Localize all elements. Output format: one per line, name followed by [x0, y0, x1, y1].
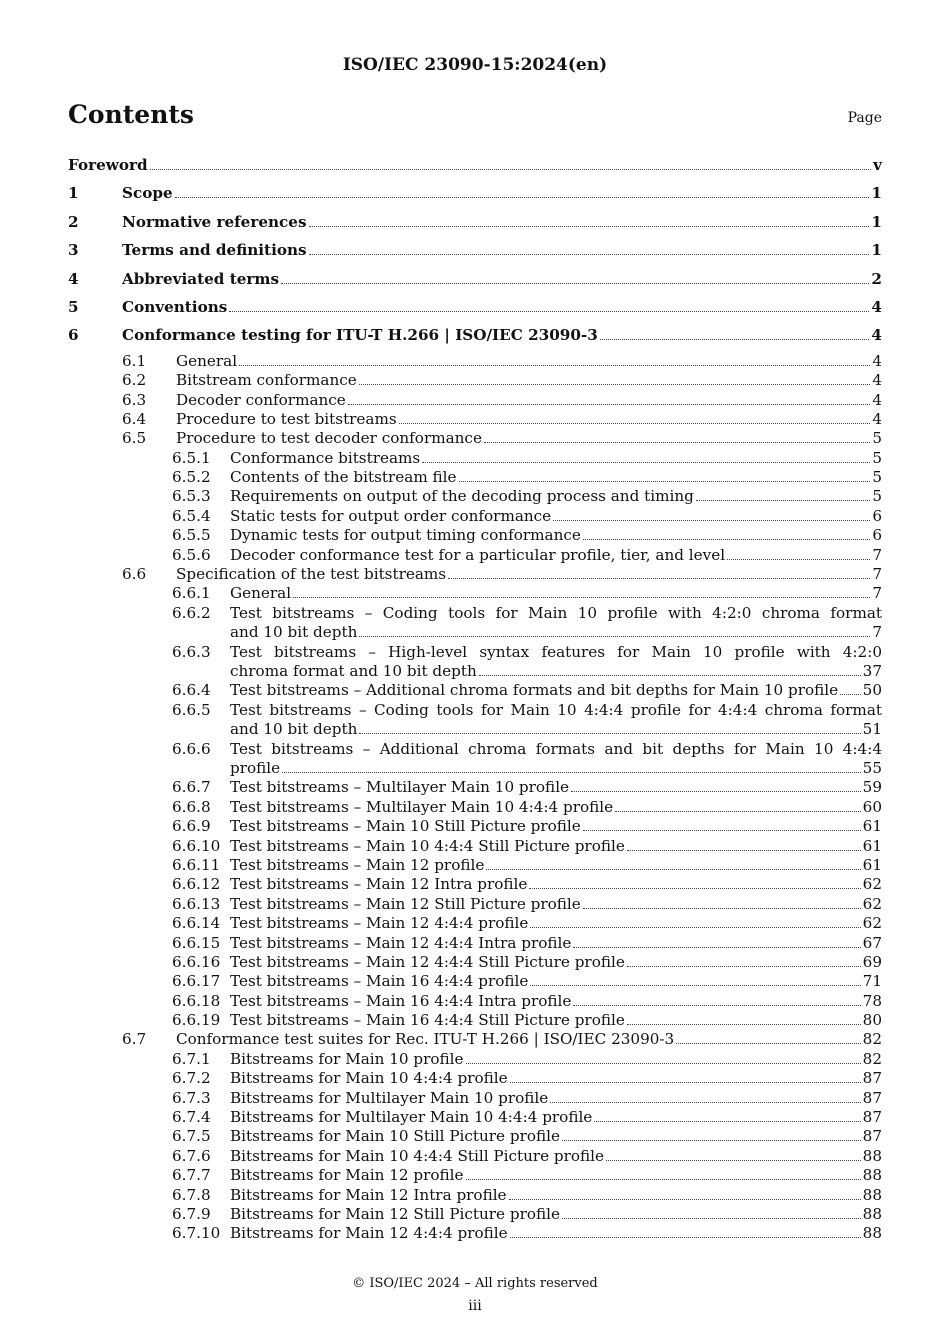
- toc-entry-number: 6.7.3: [172, 1088, 211, 1107]
- toc-entry[interactable]: [68, 449, 882, 468]
- dot-leader: [530, 984, 860, 986]
- toc-entry-number: 6.2: [122, 371, 147, 390]
- toc-entry-title: Test bitstreams – Additional chroma formats and bit depths for Main 10 4:4:4: [230, 739, 882, 758]
- toc-page-number: 88: [862, 1166, 882, 1185]
- toc-entry-title: Scope: [122, 184, 173, 203]
- toc-entry-title: Test bitstreams – High-level syntax features for Main 10 profile with 4:2:0: [230, 642, 882, 661]
- toc-entry-title: Conformance bitstreams: [230, 448, 421, 467]
- toc-entry-title: Decoder conformance: [176, 390, 346, 409]
- toc-entry[interactable]: [68, 210, 882, 238]
- dot-leader: [600, 338, 870, 340]
- dot-leader: [229, 310, 869, 312]
- toc-entry-title: Test bitstreams – Main 16 4:4:4 profile: [230, 972, 529, 991]
- toc-page-number: 50: [862, 681, 882, 700]
- toc-entry[interactable]: [68, 565, 882, 584]
- toc-entry[interactable]: [68, 1186, 882, 1205]
- toc-entry-number: 1: [68, 184, 79, 203]
- dot-leader: [479, 674, 861, 676]
- toc-page-number: 5: [872, 448, 882, 467]
- toc-entry-number: 4: [68, 269, 79, 288]
- toc-entry[interactable]: [68, 778, 882, 797]
- toc-entry-number: 6.5.5: [172, 526, 211, 545]
- toc-entry[interactable]: [68, 1069, 882, 1088]
- toc-entry-number: 6.6.7: [172, 778, 211, 797]
- toc-page-number: 82: [862, 1049, 882, 1068]
- toc-entry-title: Test bitstreams – Additional chroma formats and bit depths for Main 10 profile: [230, 681, 839, 700]
- page-column-label: Page: [847, 110, 882, 126]
- document-id: ISO/IEC 23090-15:2024(en): [342, 55, 608, 75]
- toc-entry-number: 6.6.2: [172, 603, 211, 622]
- toc-entry-number: 6.5.1: [172, 448, 211, 467]
- dot-leader: [562, 1217, 861, 1219]
- toc-page-number: 67: [862, 933, 882, 952]
- dot-leader: [529, 887, 860, 889]
- toc-page-number: 80: [862, 1011, 882, 1030]
- toc-entry-title: Bitstreams for Main 12 Still Picture profile: [230, 1204, 560, 1223]
- toc-page-number: 4: [872, 371, 882, 390]
- toc-entry[interactable]: [68, 238, 882, 266]
- toc-entry-number: 6.7.2: [172, 1069, 211, 1088]
- dot-leader: [510, 1236, 861, 1238]
- toc-entry[interactable]: [68, 410, 882, 429]
- toc-entry-number: 6.7.8: [172, 1185, 211, 1204]
- dot-leader: [399, 422, 871, 424]
- toc-entry-title: General: [230, 584, 292, 603]
- toc-entry[interactable]: [68, 323, 882, 351]
- toc-entry-title: Bitstreams for Main 10 4:4:4 profile: [230, 1069, 508, 1088]
- toc-entry-title: Bitstreams for Main 10 4:4:4 Still Picture profile: [230, 1146, 605, 1165]
- toc-entry-number: 6.6.13: [172, 894, 221, 913]
- toc-entry-title: Test bitstreams – Main 16 4:4:4 Intra profile: [230, 991, 572, 1010]
- toc-entry-number: 6.4: [122, 409, 147, 428]
- dot-leader: [627, 965, 861, 967]
- toc-entry-number: 6.7.7: [172, 1166, 211, 1185]
- toc-page-number: 62: [862, 894, 882, 913]
- toc-entry[interactable]: [68, 1147, 882, 1166]
- toc-entry-title: Procedure to test bitstreams: [176, 409, 397, 428]
- toc-entry-title: and 10 bit depth: [230, 719, 358, 738]
- toc-entry-title: Conformance testing for ITU-T H.266 | ISO/IEC 23090-3: [122, 326, 598, 345]
- toc-page-number: 62: [862, 914, 882, 933]
- toc-entry[interactable]: [68, 546, 882, 565]
- dot-leader: [422, 461, 870, 463]
- toc-entry-title: Bitstreams for Multilayer Main 10 profile: [230, 1088, 549, 1107]
- toc-entry-title: Test bitstreams – Multilayer Main 10 4:4:4 profile: [230, 797, 614, 816]
- dot-leader: [573, 1004, 860, 1006]
- toc-entry[interactable]: [68, 526, 882, 545]
- toc-entry-number: 6.5.2: [172, 468, 211, 487]
- toc-entry-number: 6.6.14: [172, 914, 221, 933]
- dot-leader: [606, 1159, 861, 1161]
- toc-page-number: 2: [871, 269, 882, 288]
- dot-leader: [562, 1139, 861, 1141]
- toc-entry-number: 6.6.1: [172, 584, 211, 603]
- toc-page-number: 4: [871, 326, 882, 345]
- toc-entry-number: 6: [68, 326, 79, 345]
- toc-page-number: 78: [862, 991, 882, 1010]
- toc-entry[interactable]: [68, 181, 882, 209]
- toc-entry-title: Bitstreams for Main 12 profile: [230, 1166, 464, 1185]
- dot-leader: [573, 946, 860, 948]
- toc-entry-title: Abbreviated terms: [122, 269, 280, 288]
- toc-entry-number: 6.6.8: [172, 797, 211, 816]
- toc-page-number: 61: [862, 855, 882, 874]
- toc-entry-title: Static tests for output order conformance: [230, 506, 552, 525]
- toc-page-number: 4: [872, 409, 882, 428]
- dot-leader: [484, 441, 870, 443]
- toc-entry-number: 6.6.12: [172, 875, 221, 894]
- toc-page-number: 69: [862, 952, 882, 971]
- dot-leader: [840, 693, 861, 695]
- toc-entry-number: 6.6.18: [172, 991, 221, 1010]
- toc-entry-number: 6.5.3: [172, 487, 211, 506]
- dot-leader: [239, 364, 870, 366]
- toc-entry-number: 6.7.9: [172, 1204, 211, 1223]
- toc-entry-title: Bitstreams for Main 12 Intra profile: [230, 1185, 507, 1204]
- toc-entry-title: Test bitstreams – Main 10 4:4:4 Still Picture profile: [230, 836, 625, 855]
- toc-entry-title: Test bitstreams – Main 12 profile: [230, 855, 485, 874]
- dot-leader: [359, 732, 860, 734]
- dot-leader: [150, 168, 872, 170]
- toc-entry-title: Bitstream conformance: [176, 371, 357, 390]
- toc-page-number: 7: [872, 565, 882, 584]
- dot-leader: [448, 577, 870, 579]
- dot-leader: [309, 253, 870, 255]
- toc-entry-title: Requirements on output of the decoding process and timing: [230, 487, 694, 506]
- dot-leader: [282, 771, 861, 773]
- toc-page-number: 1: [871, 241, 882, 260]
- toc-entry[interactable]: [68, 953, 882, 972]
- toc-entry[interactable]: [68, 895, 882, 914]
- toc-page-number: 61: [862, 836, 882, 855]
- dot-leader: [594, 1120, 860, 1122]
- toc-entry-title: Foreword: [68, 156, 148, 174]
- toc-entry-title: Terms and definitions: [122, 241, 307, 260]
- toc-page-number: 4: [871, 297, 882, 316]
- toc-entry[interactable]: [68, 604, 882, 643]
- toc-page-number: 7: [872, 545, 882, 564]
- toc-entry[interactable]: [68, 352, 882, 371]
- toc-entry-title: Test bitstreams – Main 12 4:4:4 Still Picture profile: [230, 952, 625, 971]
- dot-leader: [293, 596, 870, 598]
- dot-leader: [281, 282, 869, 284]
- toc-entry-number: 6.6.3: [172, 642, 211, 661]
- toc-entry-title: Bitstreams for Main 10 Still Picture profile: [230, 1127, 560, 1146]
- toc-page-number: 88: [862, 1224, 882, 1243]
- toc-entry-number: 6.5: [122, 429, 147, 448]
- toc-entry[interactable]: [68, 914, 882, 933]
- toc-entry-title: and 10 bit depth: [230, 622, 358, 641]
- toc-entry-number: 3: [68, 241, 79, 260]
- toc-page-number: 7: [872, 622, 882, 641]
- toc-page-number: 82: [862, 1030, 882, 1049]
- toc-page-number: 4: [872, 351, 882, 370]
- toc-page-number: 60: [862, 797, 882, 816]
- toc-entry-title: Test bitstreams – Main 10 Still Picture profile: [230, 817, 581, 836]
- toc-entry-title: Contents of the bitstream file: [230, 468, 457, 487]
- dot-leader: [509, 1198, 861, 1200]
- toc-entry-title: chroma format and 10 bit depth: [230, 661, 477, 680]
- toc-entry-number: 5: [68, 297, 79, 316]
- toc-entry-number: 6.6.4: [172, 681, 211, 700]
- toc-entry-number: 2: [68, 212, 79, 231]
- toc-page-number: 4: [872, 390, 882, 409]
- toc-entry[interactable]: [68, 934, 882, 953]
- toc-page-number: 87: [862, 1069, 882, 1088]
- toc-entry-number: 6.6: [122, 565, 147, 584]
- toc-entry-number: 6.6.5: [172, 700, 211, 719]
- dot-leader: [571, 790, 861, 792]
- dot-leader: [459, 480, 871, 482]
- toc-entry[interactable]: [68, 1030, 882, 1049]
- toc-entry[interactable]: [68, 1127, 882, 1146]
- toc-entry-number: 6.5.4: [172, 506, 211, 525]
- toc-entry[interactable]: [68, 1089, 882, 1108]
- toc-entry-number: 6.7.10: [172, 1224, 221, 1243]
- toc-entry-number: 6.7.1: [172, 1049, 211, 1068]
- toc-entry-title: Test bitstreams – Main 12 4:4:4 Intra profile: [230, 933, 572, 952]
- dot-leader: [486, 868, 860, 870]
- toc-entry-title: Conventions: [122, 297, 228, 316]
- toc-page-number: 59: [862, 778, 882, 797]
- toc-entry-number: 6.6.11: [172, 855, 221, 874]
- toc-entry-title: Normative references: [122, 212, 307, 231]
- toc-entry[interactable]: [68, 972, 882, 991]
- toc-entry-title: Dynamic tests for output timing conformance: [230, 526, 581, 545]
- toc-entry-number: 6.6.17: [172, 972, 221, 991]
- toc-page-number: 55: [862, 758, 882, 777]
- toc-entry[interactable]: [68, 153, 882, 181]
- toc-page-number: v: [873, 156, 882, 174]
- dot-leader: [348, 403, 871, 405]
- toc-page-number: 6: [872, 526, 882, 545]
- toc-entry-title: Test bitstreams – Coding tools for Main 10 profile with 4:2:0 chroma format: [230, 603, 882, 622]
- toc-entry-title: Procedure to test decoder conformance: [176, 429, 482, 448]
- toc-entry[interactable]: [68, 429, 882, 448]
- toc-entry[interactable]: [68, 701, 882, 740]
- toc-entry-number: 6.6.19: [172, 1011, 221, 1030]
- toc-entry-title: Bitstreams for Main 10 profile: [230, 1049, 464, 1068]
- toc-entry[interactable]: [68, 817, 882, 836]
- dot-leader: [359, 635, 870, 637]
- toc-page-number: 71: [862, 972, 882, 991]
- dot-leader: [359, 383, 871, 385]
- copyright-notice: © ISO/IEC 2024 – All rights reserved: [352, 1276, 598, 1291]
- toc-entry-number: 6.7: [122, 1030, 147, 1049]
- toc-entry-number: 6.6.6: [172, 739, 211, 758]
- dot-leader: [309, 225, 870, 227]
- toc-page-number: 37: [862, 661, 882, 680]
- dot-leader: [583, 538, 870, 540]
- toc-page-number: 87: [862, 1088, 882, 1107]
- toc-page-number: 1: [871, 212, 882, 231]
- toc-page-number: 6: [872, 506, 882, 525]
- dot-leader: [627, 849, 861, 851]
- toc-entry[interactable]: [68, 391, 882, 410]
- toc-entry-title: Test bitstreams – Main 12 Intra profile: [230, 875, 528, 894]
- dot-leader: [466, 1062, 861, 1064]
- toc-entry-title: Bitstreams for Multilayer Main 10 4:4:4 profile: [230, 1108, 593, 1127]
- toc-entry-title: Conformance test suites for Rec. ITU-T H.266 | ISO/IEC 23090-3: [176, 1030, 675, 1049]
- toc-page-number: 5: [872, 429, 882, 448]
- toc-entry[interactable]: [68, 837, 882, 856]
- toc-entry[interactable]: [68, 875, 882, 894]
- toc-entry[interactable]: [68, 681, 882, 700]
- toc-page-number: 51: [862, 719, 882, 738]
- toc-entry[interactable]: [68, 487, 882, 506]
- dot-leader: [466, 1178, 861, 1180]
- toc-entry[interactable]: [68, 992, 882, 1011]
- dot-leader: [175, 196, 870, 198]
- dot-leader: [510, 1081, 861, 1083]
- toc-entry-title: General: [176, 351, 238, 370]
- toc-entry[interactable]: [68, 584, 882, 603]
- toc-page-number: 88: [862, 1204, 882, 1223]
- dot-leader: [627, 1023, 861, 1025]
- toc-entry[interactable]: [68, 468, 882, 487]
- toc-page-number: 1: [871, 184, 882, 203]
- toc-entry[interactable]: [68, 740, 882, 779]
- toc-entry[interactable]: [68, 1108, 882, 1127]
- toc-entry-title: Test bitstreams – Main 12 4:4:4 profile: [230, 914, 529, 933]
- page-number: iii: [468, 1298, 482, 1314]
- toc-entry-number: 6.7.5: [172, 1127, 211, 1146]
- toc-entry-number: 6.6.9: [172, 817, 211, 836]
- toc-entry[interactable]: [68, 1224, 882, 1243]
- toc-entry-number: 6.5.6: [172, 545, 211, 564]
- toc-page-number: 62: [862, 875, 882, 894]
- toc-entry[interactable]: [68, 507, 882, 526]
- dot-leader: [727, 558, 870, 560]
- dot-leader: [550, 1101, 860, 1103]
- dot-leader: [615, 810, 861, 812]
- toc-entry-number: 6.6.15: [172, 933, 221, 952]
- dot-leader: [553, 519, 870, 521]
- toc-entry-number: 6.6.10: [172, 836, 221, 855]
- toc-entry[interactable]: [68, 643, 882, 682]
- page-title: Contents: [68, 100, 195, 129]
- toc-page-number: 7: [872, 584, 882, 603]
- dot-leader: [530, 926, 860, 928]
- toc-entry-number: 6.6.16: [172, 952, 221, 971]
- toc-entry-number: 6.7.6: [172, 1146, 211, 1165]
- toc-entry-title: Specification of the test bitstreams: [176, 565, 447, 584]
- toc-page-number: 61: [862, 817, 882, 836]
- toc-entry-title: Test bitstreams – Multilayer Main 10 profile: [230, 778, 570, 797]
- toc-entry[interactable]: [68, 267, 882, 295]
- toc-page-number: 88: [862, 1185, 882, 1204]
- toc-entry-title: Test bitstreams – Coding tools for Main 10 4:4:4 profile for 4:4:4 chroma format: [230, 700, 882, 719]
- dot-leader: [583, 829, 861, 831]
- toc-entry[interactable]: [68, 1011, 882, 1030]
- table-of-contents: [68, 153, 882, 1244]
- toc-entry[interactable]: [68, 1166, 882, 1185]
- toc-entry-title: profile: [230, 758, 281, 777]
- toc-entry-title: Test bitstreams – Main 16 4:4:4 Still Picture profile: [230, 1011, 625, 1030]
- toc-entry-title: Decoder conformance test for a particular profile, tier, and level: [230, 545, 726, 564]
- toc-entry[interactable]: [68, 1050, 882, 1069]
- toc-page-number: 5: [872, 487, 882, 506]
- toc-entry-number: 6.3: [122, 390, 147, 409]
- toc-entry[interactable]: [68, 856, 882, 875]
- toc-entry[interactable]: [68, 295, 882, 323]
- dot-leader: [696, 499, 870, 501]
- dot-leader: [676, 1042, 860, 1044]
- toc-page-number: 88: [862, 1146, 882, 1165]
- toc-page-number: 87: [862, 1108, 882, 1127]
- dot-leader: [583, 907, 861, 909]
- toc-entry-title: Bitstreams for Main 12 4:4:4 profile: [230, 1224, 508, 1243]
- toc-page-number: 87: [862, 1127, 882, 1146]
- toc-entry[interactable]: [68, 371, 882, 390]
- toc-entry[interactable]: [68, 798, 882, 817]
- toc-entry[interactable]: [68, 1205, 882, 1224]
- toc-entry-number: 6.1: [122, 351, 147, 370]
- toc-entry-number: 6.7.4: [172, 1108, 211, 1127]
- toc-page-number: 5: [872, 468, 882, 487]
- toc-entry-title: Test bitstreams – Main 12 Still Picture profile: [230, 894, 581, 913]
